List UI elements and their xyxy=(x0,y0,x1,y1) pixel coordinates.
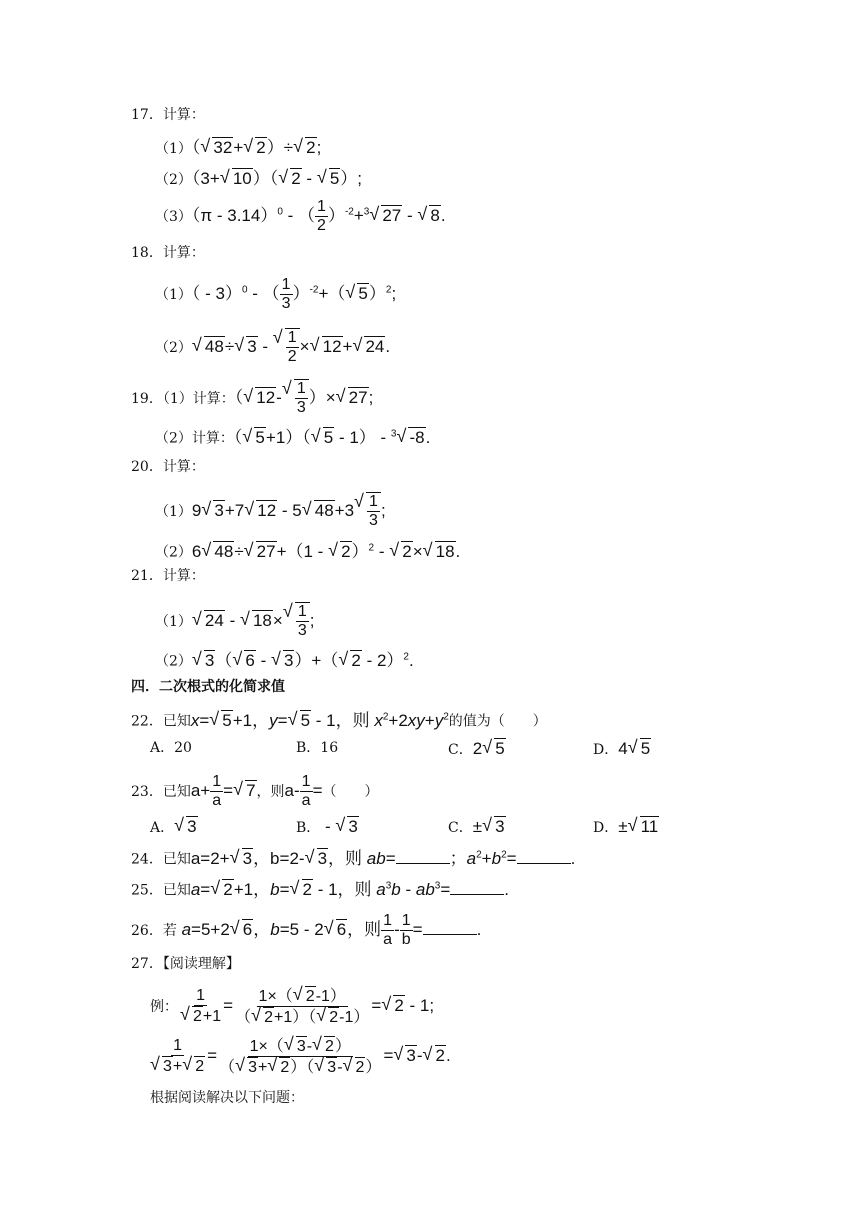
q19-part2: （2）计算：（√ 5+1）（√ 5 - 1） - $^3$√ -8. xyxy=(155,424,430,449)
q18-part1: （1）（ - 3）$^0$ - （ $\frac{1}{3}$ ）$^{-2}$+（√ 5）$^2$; xyxy=(155,276,396,313)
q17-heading: 17．计算： xyxy=(131,107,205,123)
q22-suffix: 的值为（ ） xyxy=(448,713,547,730)
q17-part1-label: （1） xyxy=(155,141,192,157)
q18-part2-label: （2） xyxy=(155,339,192,356)
q19-part1-label: 19．（1）计算： xyxy=(131,390,235,407)
q17-part2-label: （2） xyxy=(155,172,192,188)
q23-suffix: （ ） xyxy=(322,783,379,800)
q23-option-c-label: C． xyxy=(448,820,473,836)
q22-option-d[interactable]: D．4√ 5 xyxy=(593,738,651,760)
q24-prefix: 24．已知 xyxy=(131,851,191,868)
q17-part1: （1）（√ 32+√ 2）÷√ 2; xyxy=(155,137,321,159)
q25-stem: 25．已知a=√ 2+1，b=√ 2 - 1，则 $a^3b - ab^3=$ . xyxy=(131,876,509,901)
q27-footer: 根据阅读解决以下问题： xyxy=(150,1090,304,1106)
q23-option-d-label: D． xyxy=(593,820,619,836)
q26-stem: 26．若 a=5+2√ 6，b=5 - 2√ 6，则 $\frac{1}{a}$ - $\frac{1}{b}$ = . xyxy=(131,912,481,949)
q27-heading: 27．【阅读理解】 xyxy=(131,956,240,972)
q18-part2: （2）√ 48÷√ 3 - √ $\frac{1}{2}$ ×√ 12+√ 24. xyxy=(155,328,390,366)
q23-option-b-label: B． xyxy=(296,820,321,836)
q23-prefix: 23．已知 xyxy=(131,783,191,800)
q22-option-a[interactable]: A．20 xyxy=(150,740,192,756)
q20-part1-label: （1） xyxy=(155,503,192,520)
q21-part2-label: （2） xyxy=(155,653,192,670)
q24-stem: 24．已知a=2+√ 3，b=2-√ 3，则 ab= ；$a^2+b^2=$ . xyxy=(131,845,575,870)
q21-part2: （2）√ 3（√ 6 - √ 3）+（√ 2 - 2）$^2$. xyxy=(155,647,414,672)
q20-part2: （2）6√ 48÷√ 27+（1 - √ 2）$^2$ - √ 2×√ 18. xyxy=(155,538,460,563)
q17-part2: （2）（3+√ 10）（√ 2 - √ 5）; xyxy=(155,168,362,190)
q23-option-a-label: A． xyxy=(150,820,175,836)
q25-prefix: 25．已知 xyxy=(131,882,191,899)
q20-part2-label: （2） xyxy=(155,544,192,561)
q26-prefix: 26．若 xyxy=(131,922,177,939)
q19-part2-label: （2）计算： xyxy=(155,430,234,447)
q23-stem: 23．已知a+ $\frac{1}{a}$ =√ 7，则a- $\frac{1}{a}$ =（ ） xyxy=(131,773,379,810)
q22-stem: 22．已知x=√ 5+1，y=√ 5 - 1，则 $x^2+2xy+y^2$的值为（ ） xyxy=(131,707,547,732)
q24-blank-1[interactable] xyxy=(396,849,450,864)
q18-part1-label: （1） xyxy=(155,286,192,303)
q17-part3-label: （3） xyxy=(155,208,192,225)
q25-blank[interactable] xyxy=(450,880,504,895)
q22-prefix: 22．已知 xyxy=(131,713,191,730)
q22-option-c-label: C． xyxy=(448,742,473,758)
q21-heading: 21．计算： xyxy=(131,568,205,584)
section-title: 四．二次根式的化简求值 xyxy=(131,679,285,695)
q22-option-d-label: D． xyxy=(593,742,619,758)
q26-blank[interactable] xyxy=(423,920,477,935)
q24-blank-2[interactable] xyxy=(517,849,571,864)
q21-part1-label: （1） xyxy=(155,613,192,630)
q27-example-2: 1 √ 3+√ 2 = $\frac{1\times(√ 3-√ 2)}{(√ 3+√ 2)(√ 3-√ 2)}$ =√ 3-√ 2. xyxy=(148,1036,451,1077)
q18-heading: 18．计算： xyxy=(131,245,205,261)
q20-part1: （1）9√ 3+7√ 12 - 5√ 48+3 √ $\frac{1}{3}$ ; xyxy=(155,492,386,530)
q23-option-b[interactable]: B． - √ 3 xyxy=(296,816,359,838)
q22-option-b[interactable]: B．16 xyxy=(296,740,339,756)
q27-example-label: 例： xyxy=(150,998,178,1015)
q23-mid: ，则 xyxy=(256,783,285,800)
q20-heading: 20．计算： xyxy=(131,459,205,475)
q22-option-c[interactable]: C．2√ 5 xyxy=(448,738,506,760)
q17-part3: （3）（π - 3.14）$^0$ - （ $\frac{1}{2}$ ）$^{-2}$+$^3$√ 27 - √ 8. xyxy=(155,198,446,235)
q23-option-d[interactable]: D．±√ 11 xyxy=(593,816,659,838)
q23-option-a[interactable]: A．√ 3 xyxy=(150,816,198,838)
q21-part1: （1）√ 24 - √ 18× √ $\frac{1}{3}$ ; xyxy=(155,602,314,640)
q27-example-1: 例： 1 √ 2+1 = $\frac{1\times(√ 2-1)}{(√ 2+1)(√ 2-1)}$ =√ 2 - 1; xyxy=(150,986,434,1027)
q23-option-c[interactable]: C．±√ 3 xyxy=(448,816,506,838)
q19-part1: 19．（1）计算：（√ 12- √ $\frac{1}{3}$ ）×√ 27; xyxy=(131,379,373,417)
